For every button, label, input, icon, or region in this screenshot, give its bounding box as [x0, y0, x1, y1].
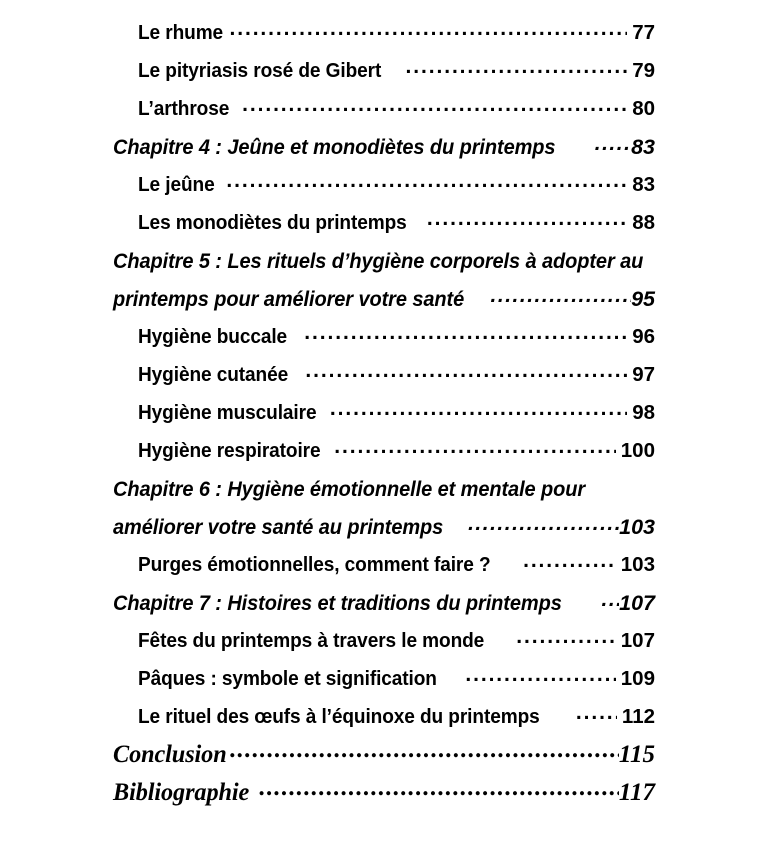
- dot-leader: [406, 61, 655, 77]
- toc-sub-entry[interactable]: [0, 432, 757, 470]
- toc-page-number: 103: [619, 508, 655, 546]
- toc-entry-title: Chapitre 6 : Hygiène émotionnelle et mentale pour: [113, 477, 586, 501]
- toc-sub-entry[interactable]: [0, 90, 757, 128]
- toc-sub-entry[interactable]: [0, 546, 757, 584]
- toc-entry-title: L’arthrose: [138, 97, 230, 120]
- toc-entry-title: Chapitre 7 : Histoires et traditions du printemps: [113, 591, 562, 615]
- toc-page-number: 117: [619, 774, 655, 812]
- toc-page-number: 107: [619, 584, 655, 622]
- dot-leader: [683, 252, 691, 268]
- toc-page-number: 100: [616, 432, 655, 470]
- dot-leader: [259, 784, 655, 800]
- toc-page-number: 80: [627, 90, 655, 128]
- toc-chapter-entry[interactable]: [0, 508, 757, 546]
- toc-entry-title: Pâques : symbole et signification: [138, 667, 437, 690]
- toc-entry-title: Conclusion: [113, 741, 227, 768]
- toc-chapter-entry[interactable]: [0, 774, 757, 812]
- toc-page-number: 109: [616, 660, 655, 698]
- dot-leader: [304, 327, 655, 343]
- toc-entry-title: Le pityriasis rosé de Gibert: [138, 59, 382, 82]
- toc-page-number: 77: [627, 14, 655, 52]
- toc-chapter-entry[interactable]: [0, 280, 757, 318]
- dot-leader: [334, 441, 655, 457]
- toc-entry-title: Le jeûne: [138, 173, 215, 196]
- toc-chapter-entry[interactable]: [0, 470, 757, 508]
- toc-entry-title: Purges émotionnelles, comment faire ?: [138, 553, 491, 576]
- dot-leader: [621, 480, 655, 496]
- toc-entry-title: Hygiène buccale: [138, 325, 288, 348]
- toc-sub-entry[interactable]: [0, 204, 757, 242]
- toc-entry-title: printemps pour améliorer votre santé: [113, 287, 465, 311]
- dot-leader: [242, 99, 655, 115]
- toc-page-number: 79: [627, 52, 655, 90]
- toc-entry-title: Hygiène musculaire: [138, 401, 317, 424]
- toc-entry-title: Bibliographie: [113, 779, 250, 806]
- toc-sub-entry[interactable]: [0, 698, 757, 736]
- toc-sub-entry[interactable]: [0, 318, 757, 356]
- toc-sub-entry[interactable]: [0, 52, 757, 90]
- toc-page-number: 107: [616, 622, 655, 660]
- toc-page-number: 83: [627, 166, 655, 204]
- toc-entry-title: Hygiène respiratoire: [138, 439, 321, 462]
- toc-entry-title: Chapitre 5 : Les rituels d’hygiène corporels à adopter au: [113, 249, 644, 273]
- dot-leader: [226, 175, 655, 191]
- toc-chapter-entry[interactable]: [0, 242, 757, 280]
- toc-entry-title: Les monodiètes du printemps: [138, 211, 407, 234]
- toc-page-number: 112: [617, 698, 655, 736]
- toc-sub-entry[interactable]: [0, 356, 757, 394]
- toc-entry-title: Fêtes du printemps à travers le monde: [138, 629, 485, 652]
- toc-entry-title: Chapitre 4 : Jeûne et monodiètes du printemps: [113, 135, 556, 159]
- toc-page-number: 115: [619, 736, 655, 774]
- toc-page-number: 103: [616, 546, 655, 584]
- toc-entry-title: Le rhume: [138, 21, 224, 44]
- toc-entry-title: améliorer votre santé au printemps: [113, 515, 444, 539]
- toc-page-number: 97: [627, 356, 655, 394]
- toc-sub-entry[interactable]: [0, 622, 757, 660]
- dot-leader: [330, 403, 655, 419]
- dot-leader: [230, 746, 655, 762]
- toc-sub-entry[interactable]: [0, 394, 757, 432]
- toc-page-number: 88: [627, 204, 655, 242]
- toc-page-number: 96: [627, 318, 655, 356]
- dot-leader: [305, 365, 655, 381]
- toc-chapter-entry[interactable]: [0, 584, 757, 622]
- toc-chapter-entry[interactable]: [0, 736, 757, 774]
- toc-page-number: 95: [631, 280, 655, 318]
- toc-sub-entry[interactable]: [0, 660, 757, 698]
- dot-leader: [229, 23, 655, 39]
- toc-page-number: 83: [631, 128, 655, 166]
- toc-sub-entry[interactable]: [0, 14, 757, 52]
- toc-page-number: 98: [627, 394, 655, 432]
- toc-chapter-entry[interactable]: [0, 128, 757, 166]
- dot-leader: [427, 213, 655, 229]
- toc-entry-title: Hygiène cutanée: [138, 363, 289, 386]
- toc-entry-title: Le rituel des œufs à l’équinoxe du printemps: [138, 705, 540, 728]
- toc-sub-entry[interactable]: [0, 166, 757, 204]
